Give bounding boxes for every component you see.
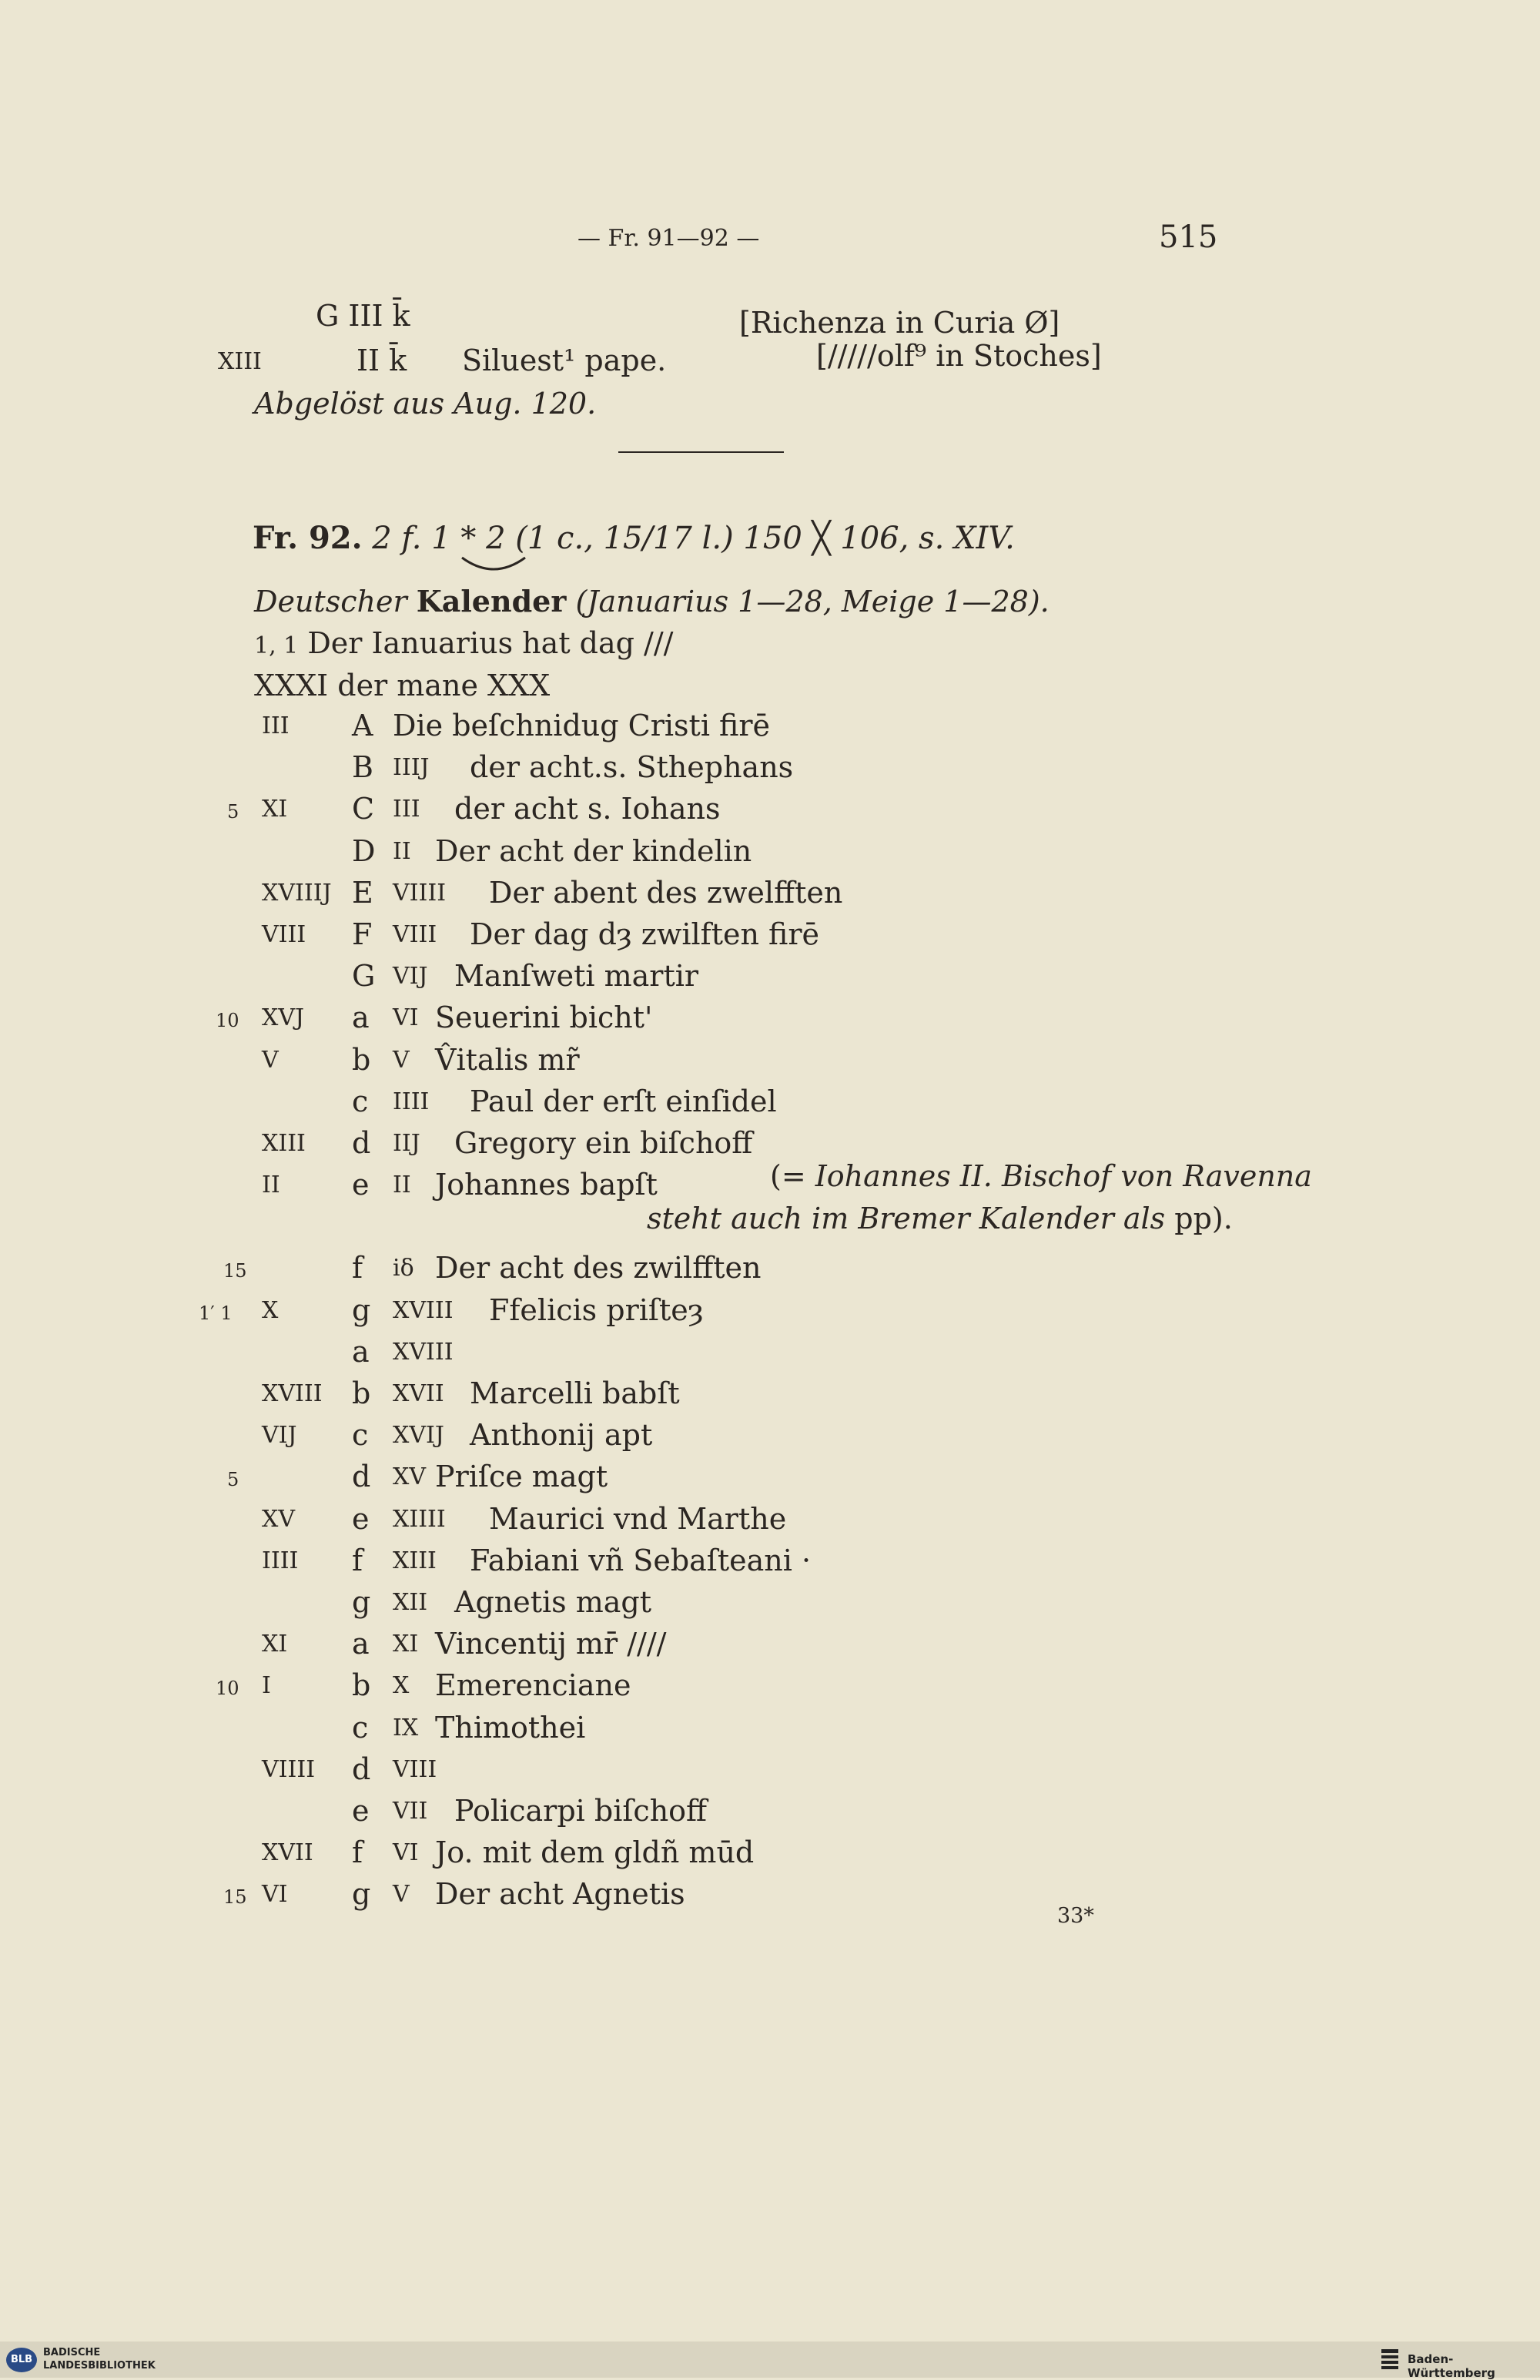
feast-text: Jo. mit dem gldñ mūd bbox=[435, 1835, 755, 1870]
regular-number: XVIIIJ bbox=[262, 879, 332, 907]
day-number: II bbox=[393, 837, 411, 865]
day-number: XIIII bbox=[393, 1505, 446, 1533]
regular-number: II bbox=[262, 1172, 280, 1199]
calendar-row bbox=[0, 1376, 1540, 1415]
line-number: 1′ 1 bbox=[199, 1302, 233, 1324]
dominical-letter: a bbox=[352, 1334, 370, 1369]
bw-coat-of-arms-icon[interactable] bbox=[1378, 2347, 1401, 2372]
dominical-letter: a bbox=[352, 1627, 370, 1661]
day-number: iδ bbox=[393, 1255, 414, 1282]
calendar-row bbox=[0, 1502, 1540, 1540]
day-number: XVII bbox=[393, 1380, 444, 1407]
regular-number: XVII bbox=[262, 1839, 313, 1867]
day-number: VIJ bbox=[393, 963, 428, 991]
day-number: XV bbox=[393, 1463, 427, 1491]
day-number: VIII bbox=[393, 921, 437, 948]
dominical-letter: c bbox=[352, 1710, 369, 1745]
dominical-letter: f bbox=[352, 1543, 363, 1577]
dominical-letter: B bbox=[352, 750, 373, 785]
feast-text: Fabiani vñ Sebaſteani · bbox=[470, 1543, 812, 1577]
dominical-letter: a bbox=[352, 1001, 370, 1035]
dominical-letter: g bbox=[352, 1877, 371, 1912]
feast-text: Der acht des zwilfften bbox=[435, 1251, 762, 1286]
prev-entry-line2-text: Siluest¹ pape. bbox=[462, 344, 667, 377]
day-number: VIII bbox=[393, 1755, 437, 1783]
regular-number: XVJ bbox=[262, 1004, 305, 1032]
dominical-letter: G bbox=[352, 959, 376, 994]
calendar-row bbox=[0, 1335, 1540, 1373]
day-number: VII bbox=[393, 1798, 428, 1825]
calendar-row bbox=[0, 1794, 1540, 1832]
feast-text: der acht.s. Sthephans bbox=[470, 750, 794, 785]
entry-subtitle: Deutscher Kalender (Januarius 1—28, Meige 1—28). bbox=[254, 584, 1050, 618]
feast-text: Ffelicis priſteȝ bbox=[489, 1292, 704, 1327]
day-number: XVIII bbox=[393, 1338, 454, 1366]
day-number: XVIJ bbox=[393, 1422, 444, 1450]
calendar-row bbox=[0, 750, 1540, 789]
calendar-row bbox=[0, 1668, 1540, 1707]
feast-text: Gregory ein biſchoff bbox=[454, 1126, 753, 1160]
calendar-row bbox=[0, 792, 1540, 830]
dominical-letter: e bbox=[352, 1501, 370, 1536]
dominical-letter: b bbox=[352, 1042, 371, 1077]
feast-text: der acht s. Iohans bbox=[454, 792, 721, 826]
dominical-letter: d bbox=[352, 1751, 371, 1786]
regular-number: VIJ bbox=[262, 1422, 297, 1450]
regular-number: V bbox=[262, 1046, 279, 1074]
dominical-letter: F bbox=[352, 917, 373, 951]
calendar-row bbox=[0, 959, 1540, 997]
dominical-letter: d bbox=[352, 1126, 371, 1160]
feast-text: V̂italis mr̃ bbox=[435, 1042, 580, 1077]
feast-text: Agnetis magt bbox=[454, 1585, 652, 1619]
feast-text: Johannes bapſt bbox=[435, 1168, 658, 1202]
feast-text: Die beſchnidug Cristi firē bbox=[393, 709, 771, 742]
state-name[interactable]: Baden-Württemberg bbox=[1408, 2352, 1495, 2380]
calendar-row bbox=[0, 709, 1540, 747]
regular-number: IIII bbox=[262, 1547, 299, 1574]
regular-number: XI bbox=[262, 796, 288, 823]
feast-text: Anthonij apt bbox=[470, 1418, 653, 1453]
feast-text: Der dag dȝ zwilften firē bbox=[470, 917, 820, 951]
day-number: II bbox=[393, 1172, 411, 1199]
calendar-row bbox=[0, 1835, 1540, 1874]
regular-number: XI bbox=[262, 1631, 288, 1658]
calendar-row bbox=[0, 917, 1540, 956]
dominical-letter: b bbox=[352, 1376, 371, 1410]
johannes-note-line2: steht auch im Bremer Kalender als pp). bbox=[647, 1202, 1233, 1235]
feast-text: Policarpi biſchoff bbox=[454, 1794, 708, 1828]
line-number: 10 bbox=[216, 1010, 239, 1032]
feast-text: Thimothei bbox=[435, 1710, 586, 1745]
day-number: VIIII bbox=[393, 879, 447, 907]
calendar-row bbox=[0, 1627, 1540, 1665]
dominical-letter: A bbox=[352, 709, 373, 742]
regular-number: XV bbox=[262, 1505, 296, 1533]
regular-number: XIII bbox=[262, 1130, 306, 1157]
day-number: XVIII bbox=[393, 1296, 454, 1324]
day-number: XI bbox=[393, 1631, 419, 1658]
dominical-letter: E bbox=[352, 875, 373, 910]
prev-entry-line1-right: [Richenza in Curia Ø] bbox=[739, 306, 1060, 340]
blb-logo-icon[interactable]: BLB bbox=[6, 2348, 37, 2372]
regular-number: VIIII bbox=[262, 1755, 316, 1783]
day-number: III bbox=[393, 796, 420, 823]
calendar-row bbox=[0, 1043, 1540, 1081]
prev-entry-line2-right: [/////olf⁹ in Stoches] bbox=[816, 339, 1102, 373]
section-divider bbox=[618, 451, 784, 453]
line-number: 10 bbox=[216, 1678, 239, 1700]
dominical-letter: f bbox=[352, 1835, 363, 1870]
entry-heading bbox=[253, 520, 1015, 556]
calendar-first-line bbox=[254, 626, 673, 660]
feast-text: Paul der erſt einſidel bbox=[470, 1084, 777, 1118]
dominical-letter: e bbox=[352, 1794, 370, 1828]
day-number: V bbox=[393, 1881, 410, 1909]
library-name[interactable]: BADISCHE LANDESBIBLIOTHEK bbox=[43, 2347, 156, 2372]
feast-text: Maurici vnd Marthe bbox=[489, 1501, 787, 1536]
prev-entry-line1-left: G III k̄ bbox=[316, 299, 410, 333]
regular-number: VIII bbox=[262, 921, 306, 948]
dominical-letter: g bbox=[352, 1585, 371, 1619]
feast-text: Seuerini bicht' bbox=[435, 1001, 653, 1035]
feast-text: Priſce magt bbox=[435, 1460, 608, 1494]
feast-text: Der acht der kindelin bbox=[435, 833, 752, 868]
footer-bar bbox=[0, 2341, 1540, 2378]
dominical-letter: f bbox=[352, 1251, 363, 1286]
dominical-letter: C bbox=[352, 792, 375, 826]
feast-text: Der abent des zwelfften bbox=[489, 875, 843, 910]
calendar-row bbox=[0, 876, 1540, 914]
prev-entry-line2-num: II k̄ bbox=[357, 344, 407, 377]
line-number: 5 bbox=[227, 1469, 239, 1491]
prev-entry-line2-reg: XIII bbox=[218, 348, 262, 375]
day-number: XII bbox=[393, 1589, 428, 1616]
calendar-row bbox=[0, 1752, 1540, 1791]
calendar-row bbox=[0, 1460, 1540, 1498]
calendar-second-line: XXXI der mane XXX bbox=[254, 669, 551, 702]
entry-siglum: Fr. 92. bbox=[253, 520, 363, 556]
line-number: 15 bbox=[223, 1260, 247, 1282]
dominical-letter: g bbox=[352, 1292, 371, 1327]
day-number: V bbox=[393, 1046, 410, 1074]
day-number: VI bbox=[393, 1004, 419, 1032]
detached-note: Abgelöst aus Aug. 120. bbox=[254, 387, 597, 421]
calendar-row bbox=[0, 1418, 1540, 1456]
calendar-row bbox=[0, 1585, 1540, 1624]
regular-number: XVIII bbox=[262, 1380, 323, 1407]
feast-text: Vincentij mr̄ //// bbox=[435, 1627, 667, 1661]
dominical-letter: c bbox=[352, 1418, 369, 1453]
regular-number: I bbox=[262, 1672, 271, 1700]
day-number: VI bbox=[393, 1839, 419, 1867]
calendar-row bbox=[0, 1084, 1540, 1123]
calendar-row bbox=[0, 1711, 1540, 1749]
day-number: XIII bbox=[393, 1547, 437, 1574]
johannes-note-line1: (= Iohannes II. Bischof von Ravenna bbox=[770, 1159, 1312, 1193]
day-number: IIIJ bbox=[393, 754, 430, 782]
feast-text: Manſweti martir bbox=[454, 959, 699, 994]
day-number: IX bbox=[393, 1714, 419, 1741]
feast-text: Marcelli babſt bbox=[470, 1376, 680, 1410]
page-number: 515 bbox=[1159, 220, 1218, 255]
line-number: 15 bbox=[223, 1886, 247, 1909]
day-number: X bbox=[393, 1672, 410, 1700]
dominical-letter: b bbox=[352, 1668, 371, 1703]
feast-text: Emerenciane bbox=[435, 1668, 631, 1703]
regular-number: III bbox=[262, 712, 290, 739]
dominical-letter: D bbox=[352, 833, 376, 868]
line-marker: 1, 1 bbox=[254, 632, 299, 659]
entry-description: 2 f. 1 * 2 (1 c., 15/17 l.) 150 ╳ 106, s. XIV. bbox=[372, 521, 1015, 556]
calendar-row bbox=[0, 1001, 1540, 1039]
day-number: IIJ bbox=[393, 1130, 420, 1157]
calendar-row bbox=[0, 1293, 1540, 1332]
dominical-letter: c bbox=[352, 1084, 369, 1118]
signature-mark: 33* bbox=[1057, 1904, 1094, 1928]
ligature-arc-mark bbox=[459, 555, 528, 578]
calendar-row bbox=[0, 834, 1540, 873]
day-number: IIII bbox=[393, 1088, 430, 1115]
calendar-row bbox=[0, 1877, 1540, 1916]
calendar-row bbox=[0, 1251, 1540, 1289]
dominical-letter: e bbox=[352, 1168, 370, 1202]
regular-number: X bbox=[262, 1296, 279, 1324]
line-number: 5 bbox=[227, 801, 239, 823]
month-intro: Der Ianuarius hat dag /// bbox=[307, 626, 674, 660]
calendar-row bbox=[0, 1544, 1540, 1582]
running-header: — Fr. 91—92 — bbox=[578, 225, 760, 252]
dominical-letter: d bbox=[352, 1460, 371, 1494]
feast-text: Der acht Agnetis bbox=[435, 1877, 685, 1912]
regular-number: VI bbox=[262, 1881, 288, 1909]
